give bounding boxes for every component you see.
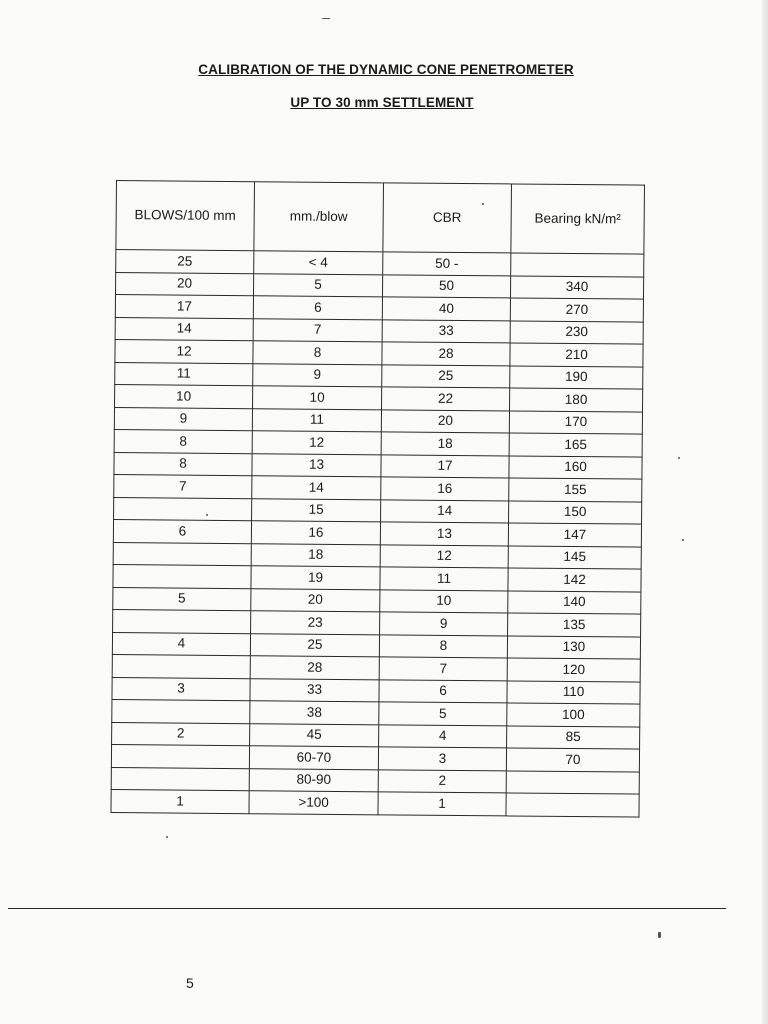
mm-per-blow-cell: 13 (252, 453, 381, 477)
bearing-cell: 85 (507, 725, 640, 749)
blows-cell: 17 (115, 295, 253, 319)
blows-cell: 11 (115, 362, 253, 386)
blows-cell: 1 (111, 789, 249, 813)
cbr-cell: 7 (379, 657, 507, 681)
mm-per-blow-cell: 25 (250, 633, 379, 657)
cbr-cell: 10 (380, 589, 508, 613)
mm-per-blow-cell: 80-90 (249, 768, 378, 792)
header-blows-per-100mm: BLOWS/100 mm (116, 181, 255, 251)
blows-cell (113, 542, 251, 566)
bearing-cell: 130 (507, 635, 640, 659)
bearing-cell: 142 (508, 568, 641, 592)
mm-per-blow-cell: 12 (252, 431, 381, 455)
bearing-cell: 140 (508, 590, 641, 614)
cbr-cell: 50 - (383, 252, 511, 276)
mm-per-blow-cell: 19 (251, 566, 380, 590)
bearing-cell: 100 (507, 703, 640, 727)
bearing-cell: 155 (509, 478, 642, 502)
table-row (111, 789, 639, 816)
scan-speck (658, 932, 661, 938)
table-header-row (116, 181, 645, 255)
calibration-table (110, 180, 644, 817)
cbr-cell: 4 (379, 724, 507, 748)
cbr-cell: 28 (382, 342, 510, 366)
blows-cell: 8 (114, 452, 252, 476)
mm-per-blow-cell: 8 (253, 341, 382, 365)
bearing-cell: 110 (507, 680, 640, 704)
blows-cell: 20 (116, 272, 254, 296)
blows-cell (113, 609, 251, 633)
cbr-cell: 8 (379, 634, 507, 658)
blows-cell: 25 (116, 250, 254, 274)
page-edge-shadow (762, 0, 768, 1024)
bearing-cell (511, 253, 644, 277)
cbr-cell: 5 (379, 702, 507, 726)
blows-cell (114, 497, 252, 521)
cbr-cell: 14 (381, 499, 509, 523)
bearing-cell: 170 (509, 410, 642, 434)
bearing-cell: 180 (510, 388, 643, 412)
cbr-cell: 40 (382, 297, 510, 321)
blows-cell (111, 744, 249, 768)
cbr-cell: 9 (380, 612, 508, 636)
blows-cell (112, 699, 250, 723)
blows-cell: 4 (112, 632, 250, 656)
scan-speck (482, 203, 484, 205)
footer-rule (8, 908, 726, 909)
cbr-cell: 17 (381, 454, 509, 478)
mm-per-blow-cell: 38 (250, 701, 379, 725)
bearing-cell (506, 770, 639, 794)
cbr-cell: 33 (382, 319, 510, 343)
mm-per-blow-cell: 15 (252, 498, 381, 522)
blows-cell: 6 (113, 519, 251, 543)
header-bearing: Bearing kN/m² (511, 184, 645, 254)
blows-cell: 10 (115, 384, 253, 408)
bearing-cell: 210 (510, 343, 643, 367)
scan-speck (206, 514, 208, 516)
scan-speck (322, 18, 330, 19)
bearing-cell: 120 (507, 658, 640, 682)
page-number: 5 (186, 975, 194, 991)
table-body (111, 250, 644, 817)
cbr-cell: 11 (380, 567, 508, 591)
blows-cell: 7 (114, 474, 252, 498)
bearing-cell: 160 (509, 455, 642, 479)
cbr-cell: 22 (382, 387, 510, 411)
blows-cell (113, 564, 251, 588)
mm-per-blow-cell: 14 (252, 476, 381, 500)
blows-cell: 3 (112, 677, 250, 701)
cbr-cell: 20 (381, 409, 509, 433)
scan-speck (166, 836, 168, 838)
bearing-cell: 145 (508, 545, 641, 569)
mm-per-blow-cell: 7 (253, 318, 382, 342)
header-mm-per-blow: mm./blow (254, 182, 384, 252)
bearing-cell: 165 (509, 433, 642, 457)
scan-speck (682, 539, 684, 541)
mm-per-blow-cell: 9 (253, 363, 382, 387)
mm-per-blow-cell: < 4 (254, 251, 383, 275)
blows-cell: 8 (114, 429, 252, 453)
bearing-cell: 190 (510, 365, 643, 389)
mm-per-blow-cell: 28 (250, 656, 379, 680)
scan-speck (678, 457, 680, 459)
mm-per-blow-cell: 16 (251, 521, 380, 545)
cbr-cell: 2 (378, 769, 506, 793)
mm-per-blow-cell: 5 (253, 273, 382, 297)
mm-per-blow-cell: >100 (249, 791, 378, 815)
document-subtitle: UP TO 30 mm SETTLEMENT (290, 95, 474, 110)
bearing-cell: 340 (510, 275, 643, 299)
blows-cell (112, 654, 250, 678)
header-cbr: CBR (383, 183, 512, 253)
cbr-cell: 1 (378, 792, 506, 816)
mm-per-blow-cell: 11 (252, 408, 381, 432)
mm-per-blow-cell: 33 (250, 678, 379, 702)
mm-per-blow-cell: 60-70 (249, 746, 378, 770)
cbr-cell: 50 (382, 274, 510, 298)
cbr-cell: 25 (382, 364, 510, 388)
bearing-cell: 150 (509, 500, 642, 524)
cbr-cell: 16 (381, 477, 509, 501)
blows-cell: 5 (113, 587, 251, 611)
mm-per-blow-cell: 20 (251, 588, 380, 612)
blows-cell: 2 (112, 722, 250, 746)
cbr-cell: 13 (380, 522, 508, 546)
mm-per-blow-cell: 45 (250, 723, 379, 747)
blows-cell: 14 (115, 317, 253, 341)
cbr-cell: 6 (379, 679, 507, 703)
bearing-cell: 147 (508, 523, 641, 547)
bearing-cell (506, 793, 639, 817)
bearing-cell: 70 (506, 748, 639, 772)
blows-cell: 9 (114, 407, 252, 431)
bearing-cell: 135 (508, 613, 641, 637)
mm-per-blow-cell: 6 (253, 296, 382, 320)
cbr-cell: 12 (380, 544, 508, 568)
document-title: CALIBRATION OF THE DYNAMIC CONE PENETROMETER (198, 62, 574, 77)
mm-per-blow-cell: 18 (251, 543, 380, 567)
blows-cell: 12 (115, 339, 253, 363)
bearing-cell: 230 (510, 320, 643, 344)
cbr-cell: 18 (381, 432, 509, 456)
bearing-cell: 270 (510, 298, 643, 322)
mm-per-blow-cell: 10 (253, 386, 382, 410)
blows-cell (111, 767, 249, 791)
mm-per-blow-cell: 23 (251, 611, 380, 635)
cbr-cell: 3 (378, 747, 506, 771)
